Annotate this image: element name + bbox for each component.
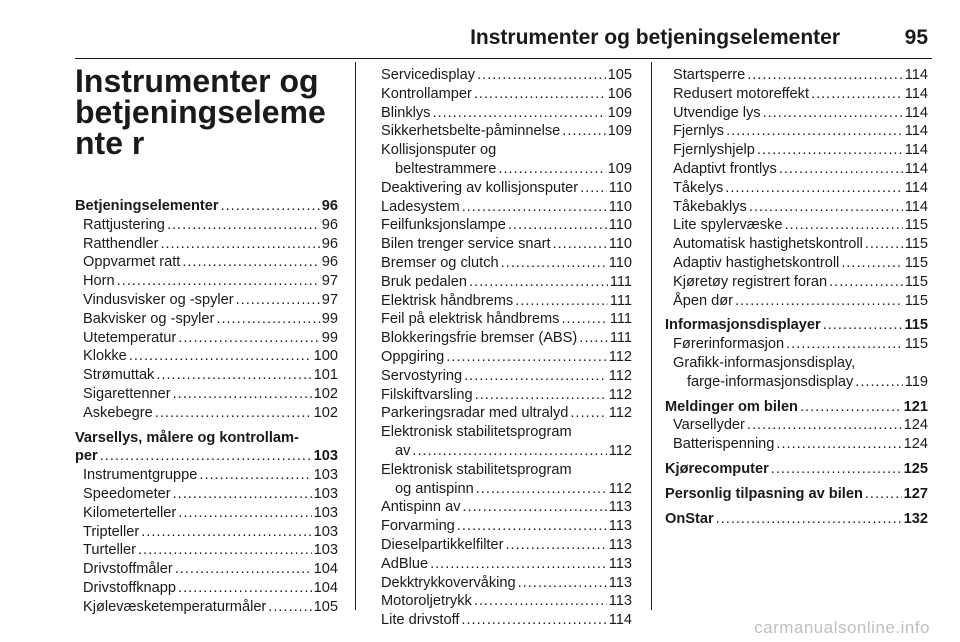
toc-entry[interactable]: Kjøretøy registrert foran ..... 115: [665, 273, 928, 292]
toc-entry[interactable]: Antispinn av ..... 113: [381, 498, 632, 517]
toc-entry[interactable]: Horn ..... 97: [75, 272, 338, 291]
toc-column-2: [381, 66, 632, 630]
toc-entry[interactable]: Automatisk hastighetskontroll ..... 115: [665, 235, 928, 254]
toc-entry[interactable]: Sigarettenner ..... 102: [75, 385, 338, 404]
toc-entry[interactable]: Batterispenning ..... 124: [665, 435, 928, 454]
toc-entry-line1[interactable]: Elektronisk stabilitetsprogram: [381, 461, 572, 478]
toc-entry[interactable]: Feilfunksjonslampe ..... 110: [381, 216, 632, 235]
toc-section[interactable]: Kjørecomputer ..... 125: [665, 460, 928, 479]
toc-entry[interactable]: Sikkerhetsbelte-påminnelse ..... 109: [381, 122, 632, 141]
toc-entry[interactable]: Blinklys ..... 109: [381, 104, 632, 123]
toc-entry[interactable]: Forvarming ..... 113: [381, 517, 632, 536]
toc-entry[interactable]: Drivstoffmåler ..... 104: [75, 560, 338, 579]
toc-entry-line1[interactable]: Grafikk-informasjonsdisplay,: [673, 354, 856, 371]
toc-entry[interactable]: Filskiftvarsling ..... 112: [381, 386, 632, 405]
toc-entry[interactable]: Rattjustering ..... 96: [75, 216, 338, 235]
toc-entry[interactable]: Kontrollamper ..... 106: [381, 85, 632, 104]
toc-section[interactable]: Personlig tilpasning av bilen ..... 127: [665, 485, 928, 504]
toc-entry[interactable]: Bakvisker og -spyler ..... 99: [75, 310, 338, 329]
toc-entry[interactable]: Feil på elektrisk håndbrems ..... 111: [381, 310, 632, 329]
toc-column-1: [75, 63, 338, 617]
page-header: [0, 0, 960, 56]
toc-entry[interactable]: Kjølevæsketemperaturmåler ..... 105: [75, 598, 338, 617]
toc-entry[interactable]: Turteller ..... 103: [75, 541, 338, 560]
page-number: 95: [904, 26, 928, 49]
toc-entry[interactable]: Førerinformasjon ..... 115: [665, 335, 928, 354]
toc-entry[interactable]: Servicedisplay ..... 105: [381, 66, 632, 85]
column-divider-2: [651, 62, 652, 610]
toc-entry[interactable]: beltestrammere ..... 109: [381, 160, 632, 179]
toc-entry[interactable]: Åpen dør ..... 115: [665, 292, 928, 311]
toc-entry[interactable]: Lite drivstoff ..... 114: [381, 611, 632, 630]
toc-entry[interactable]: Tåkebaklys ..... 114: [665, 198, 928, 217]
toc-entry[interactable]: Vindusvisker og -spyler ..... 97: [75, 291, 338, 310]
column-divider-1: [355, 62, 356, 610]
toc-entry[interactable]: Bremser og clutch ..... 110: [381, 254, 632, 273]
toc-entry[interactable]: Instrumentgruppe ..... 103: [75, 466, 338, 485]
toc-entry[interactable]: Dieselpartikkelfilter ..... 113: [381, 536, 632, 555]
header-title: Instrumenter og betjeningselementer: [470, 26, 840, 49]
toc-section[interactable]: Meldinger om bilen ..... 121: [665, 398, 928, 417]
toc-entry[interactable]: AdBlue ..... 113: [381, 555, 632, 574]
toc-entry[interactable]: Elektrisk håndbrems ..... 111: [381, 292, 632, 311]
toc-column-3: [665, 66, 928, 528]
chapter-title: Instrumenter og betjeningselemente r: [75, 63, 326, 161]
toc-entry[interactable]: Fjernlyshjelp ..... 114: [665, 141, 928, 160]
toc-entry[interactable]: Redusert motoreffekt ..... 114: [665, 85, 928, 104]
toc-section-varsellys-line1[interactable]: Varsellys, målere og kontrollam-: [75, 429, 299, 446]
toc-entry[interactable]: Fjernlys ..... 114: [665, 122, 928, 141]
toc-entry[interactable]: Deaktivering av kollisjonsputer ..... 110: [381, 179, 632, 198]
toc-entry[interactable]: Utvendige lys ..... 114: [665, 104, 928, 123]
toc-entry[interactable]: Parkeringsradar med ultralyd ..... 112: [381, 404, 632, 423]
toc-entry[interactable]: Motoroljetrykk ..... 113: [381, 592, 632, 611]
toc-entry[interactable]: Tripteller ..... 103: [75, 523, 338, 542]
toc-entry[interactable]: Utetemperatur ..... 99: [75, 329, 338, 348]
toc-entry[interactable]: Askebegre ..... 102: [75, 404, 338, 423]
watermark-text: carmanualsonline.info: [754, 618, 930, 637]
toc-entry[interactable]: Servostyring ..... 112: [381, 367, 632, 386]
toc-entry-line1[interactable]: Elektronisk stabilitetsprogram: [381, 424, 572, 441]
toc-entry[interactable]: Speedometer ..... 103: [75, 485, 338, 504]
toc-entry[interactable]: Ladesystem ..... 110: [381, 198, 632, 217]
toc-entry[interactable]: Blokkeringsfrie bremser (ABS) ..... 111: [381, 329, 632, 348]
toc-entry[interactable]: Oppgiring ..... 112: [381, 348, 632, 367]
toc-entry[interactable]: og antispinn ..... 112: [381, 480, 632, 499]
toc-entry-line1[interactable]: Kollisjonsputer og: [381, 142, 497, 159]
toc-entry[interactable]: Drivstoffknapp ..... 104: [75, 579, 338, 598]
toc-entry[interactable]: av ..... 112: [381, 442, 632, 461]
header-rule: [75, 58, 932, 59]
toc-entry[interactable]: Adaptivt frontlys ..... 114: [665, 160, 928, 179]
toc-entry[interactable]: Bruk pedalen ..... 111: [381, 273, 632, 292]
toc-entry[interactable]: Varsellyder ..... 124: [665, 416, 928, 435]
toc-entry[interactable]: Lite spylervæske ..... 115: [665, 216, 928, 235]
toc-entry[interactable]: Dekktrykkovervåking ..... 113: [381, 574, 632, 593]
toc-entry[interactable]: Kilometerteller ..... 103: [75, 504, 338, 523]
toc-entry[interactable]: Oppvarmet ratt ..... 96: [75, 253, 338, 272]
toc-section-varsellys[interactable]: per ..... 103: [75, 447, 338, 466]
toc-entry[interactable]: Startsperre ..... 114: [665, 66, 928, 85]
toc-section[interactable]: OnStar ..... 132: [665, 510, 928, 529]
toc-entry[interactable]: farge-informasjonsdisplay ..... 119: [665, 373, 928, 392]
toc-entry[interactable]: Tåkelys ..... 114: [665, 179, 928, 198]
toc-entry[interactable]: Ratthendler ..... 96: [75, 235, 338, 254]
toc-entry[interactable]: Bilen trenger service snart ..... 110: [381, 235, 632, 254]
toc-entry[interactable]: Adaptiv hastighetskontroll ..... 115: [665, 254, 928, 273]
toc-section[interactable]: Informasjonsdisplayer ..... 115: [665, 316, 928, 335]
toc-entry[interactable]: Strømuttak ..... 101: [75, 366, 338, 385]
toc-section-betjeningselementer[interactable]: Betjeningselementer ..... 96: [75, 197, 338, 216]
toc-entry[interactable]: Klokke ..... 100: [75, 347, 338, 366]
